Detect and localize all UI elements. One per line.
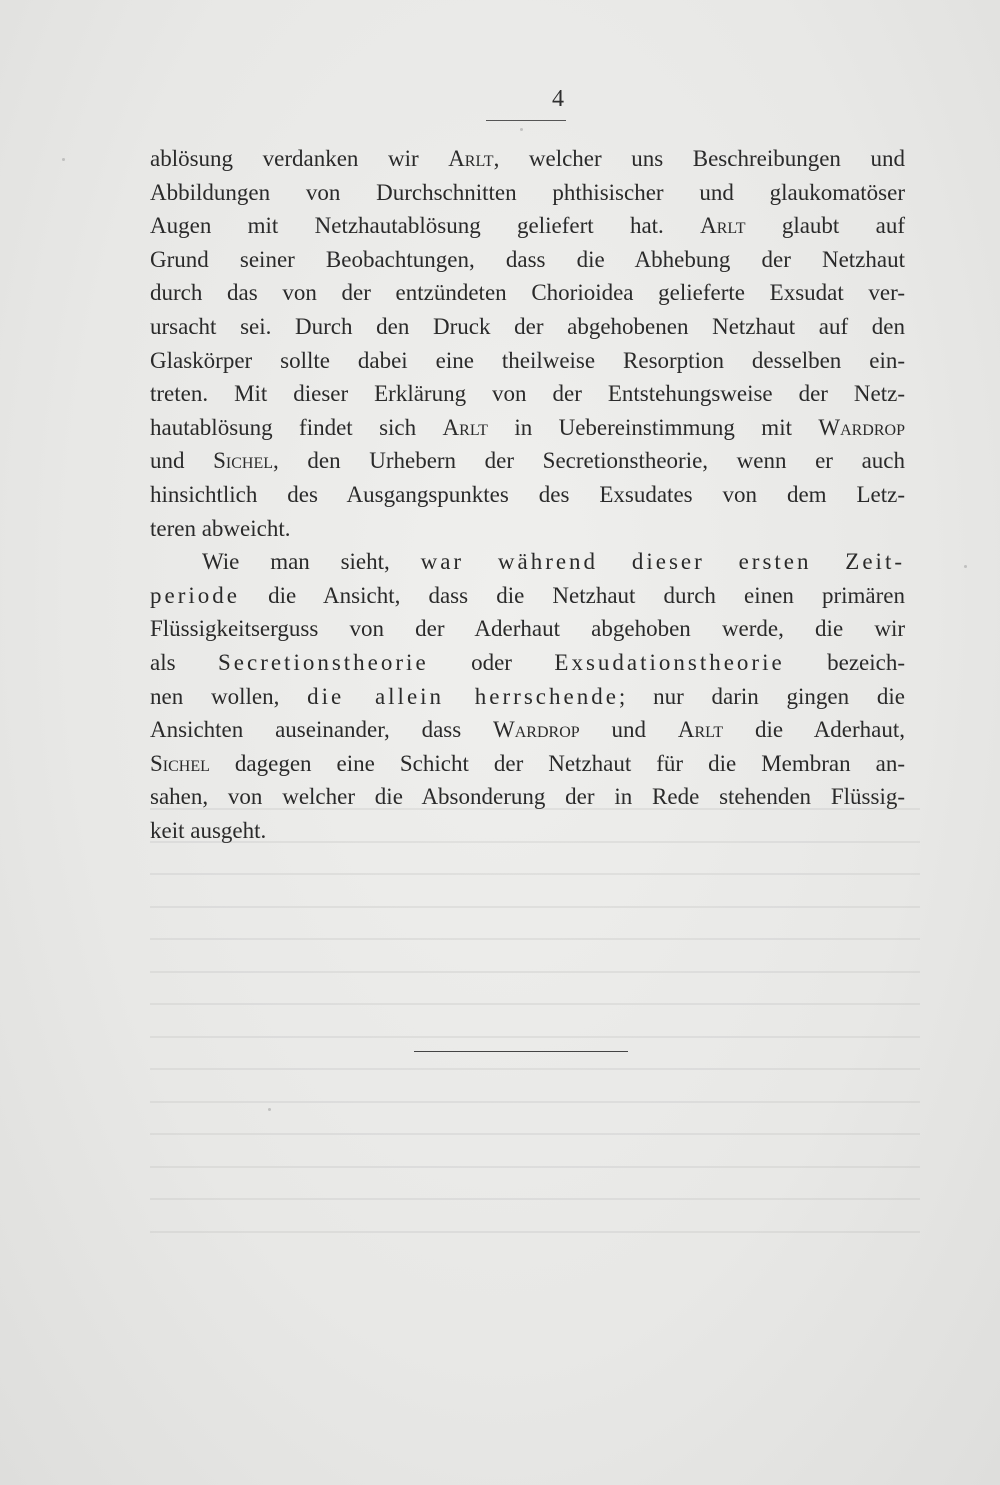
paper-speck bbox=[62, 158, 65, 161]
text-line: hautablösung findet sich Arlt in Uebereinstimmung mit Wardrop bbox=[150, 414, 905, 440]
body-text bbox=[150, 142, 905, 847]
text-line: Grund seiner Beobachtungen, dass die Abhebung der Netzhaut bbox=[150, 246, 905, 272]
text-line: sahen, von welcher die Absonderung der in Rede stehenden Flüssig- bbox=[150, 784, 905, 810]
text-line: Abbildungen von Durchschnitten phthisischer und glaukomatöser bbox=[150, 179, 905, 205]
paper-speck bbox=[520, 128, 523, 131]
emphasis-text: die allein herrschende bbox=[307, 683, 619, 709]
text-line: hinsichtlich des Ausgangspunktes des Exsudates von dem Letz- bbox=[150, 481, 905, 507]
name-wardrop: Wardrop bbox=[818, 414, 905, 440]
text-line: als Secretionstheorie oder Exsudationstheorie bezeich- bbox=[150, 649, 905, 675]
text-line: keit ausgeht. bbox=[150, 817, 267, 843]
text-line: Sichel dagegen eine Schicht der Netzhaut für die Membran an- bbox=[150, 750, 905, 776]
text-line: treten. Mit dieser Erklärung von der Entstehungsweise der Netz- bbox=[150, 381, 905, 407]
section-end-rule bbox=[414, 1051, 628, 1052]
text-line: periode die Ansicht, dass die Netzhaut durch einen primären bbox=[150, 582, 905, 608]
name-arlt: Arlt bbox=[677, 717, 724, 743]
text-line: Glaskörper sollte dabei eine theilweise Resorption desselben ein- bbox=[150, 347, 905, 373]
text-line: durch das von der entzündeten Chorioidea gelieferte Exsudat ver- bbox=[150, 280, 905, 306]
text-line: ablösung verdanken wir Arlt, welcher uns Beschreibungen und bbox=[150, 146, 905, 171]
emphasis-text: Secretionstheorie bbox=[217, 649, 429, 675]
paper-speck bbox=[964, 565, 967, 568]
text-line: Flüssigkeitserguss von der Aderhaut abgehoben werde, die wir bbox=[150, 616, 905, 642]
name-sichel: Sichel bbox=[213, 448, 274, 474]
name-arlt: Arlt bbox=[442, 414, 488, 440]
name-arlt: Arlt bbox=[700, 213, 746, 239]
name-wardrop: Wardrop bbox=[493, 717, 580, 743]
emphasis-text: periode bbox=[150, 582, 240, 608]
paper-speck bbox=[268, 1108, 271, 1111]
text-line: ursacht sei. Durch den Druck der abgehobenen Netzhaut auf den bbox=[150, 313, 905, 339]
text-line: und Sichel, den Urhebern der Secretionstheorie, wenn er auch bbox=[150, 448, 905, 474]
text-line: nen wollen, die allein herrschende; nur darin gingen die bbox=[150, 683, 905, 709]
name-arlt: Arlt bbox=[448, 146, 494, 171]
bleed-through-texture bbox=[150, 808, 920, 1248]
text-line: Wie man sieht, war während dieser ersten Zeit- bbox=[202, 549, 905, 575]
text-line: Augen mit Netzhautablösung geliefert hat. Arlt glaubt auf bbox=[150, 213, 905, 239]
name-sichel: Sichel bbox=[150, 750, 210, 776]
page-number-rule bbox=[486, 120, 566, 121]
page-number: 4 bbox=[552, 86, 564, 112]
text-line: teren abweicht. bbox=[150, 515, 291, 541]
text-line: Ansichten auseinander, dass Wardrop und Arlt die Aderhaut, bbox=[150, 717, 906, 743]
emphasis-text: war während dieser ersten Zeit- bbox=[420, 549, 905, 575]
emphasis-text: Exsudationstheorie bbox=[554, 649, 785, 675]
